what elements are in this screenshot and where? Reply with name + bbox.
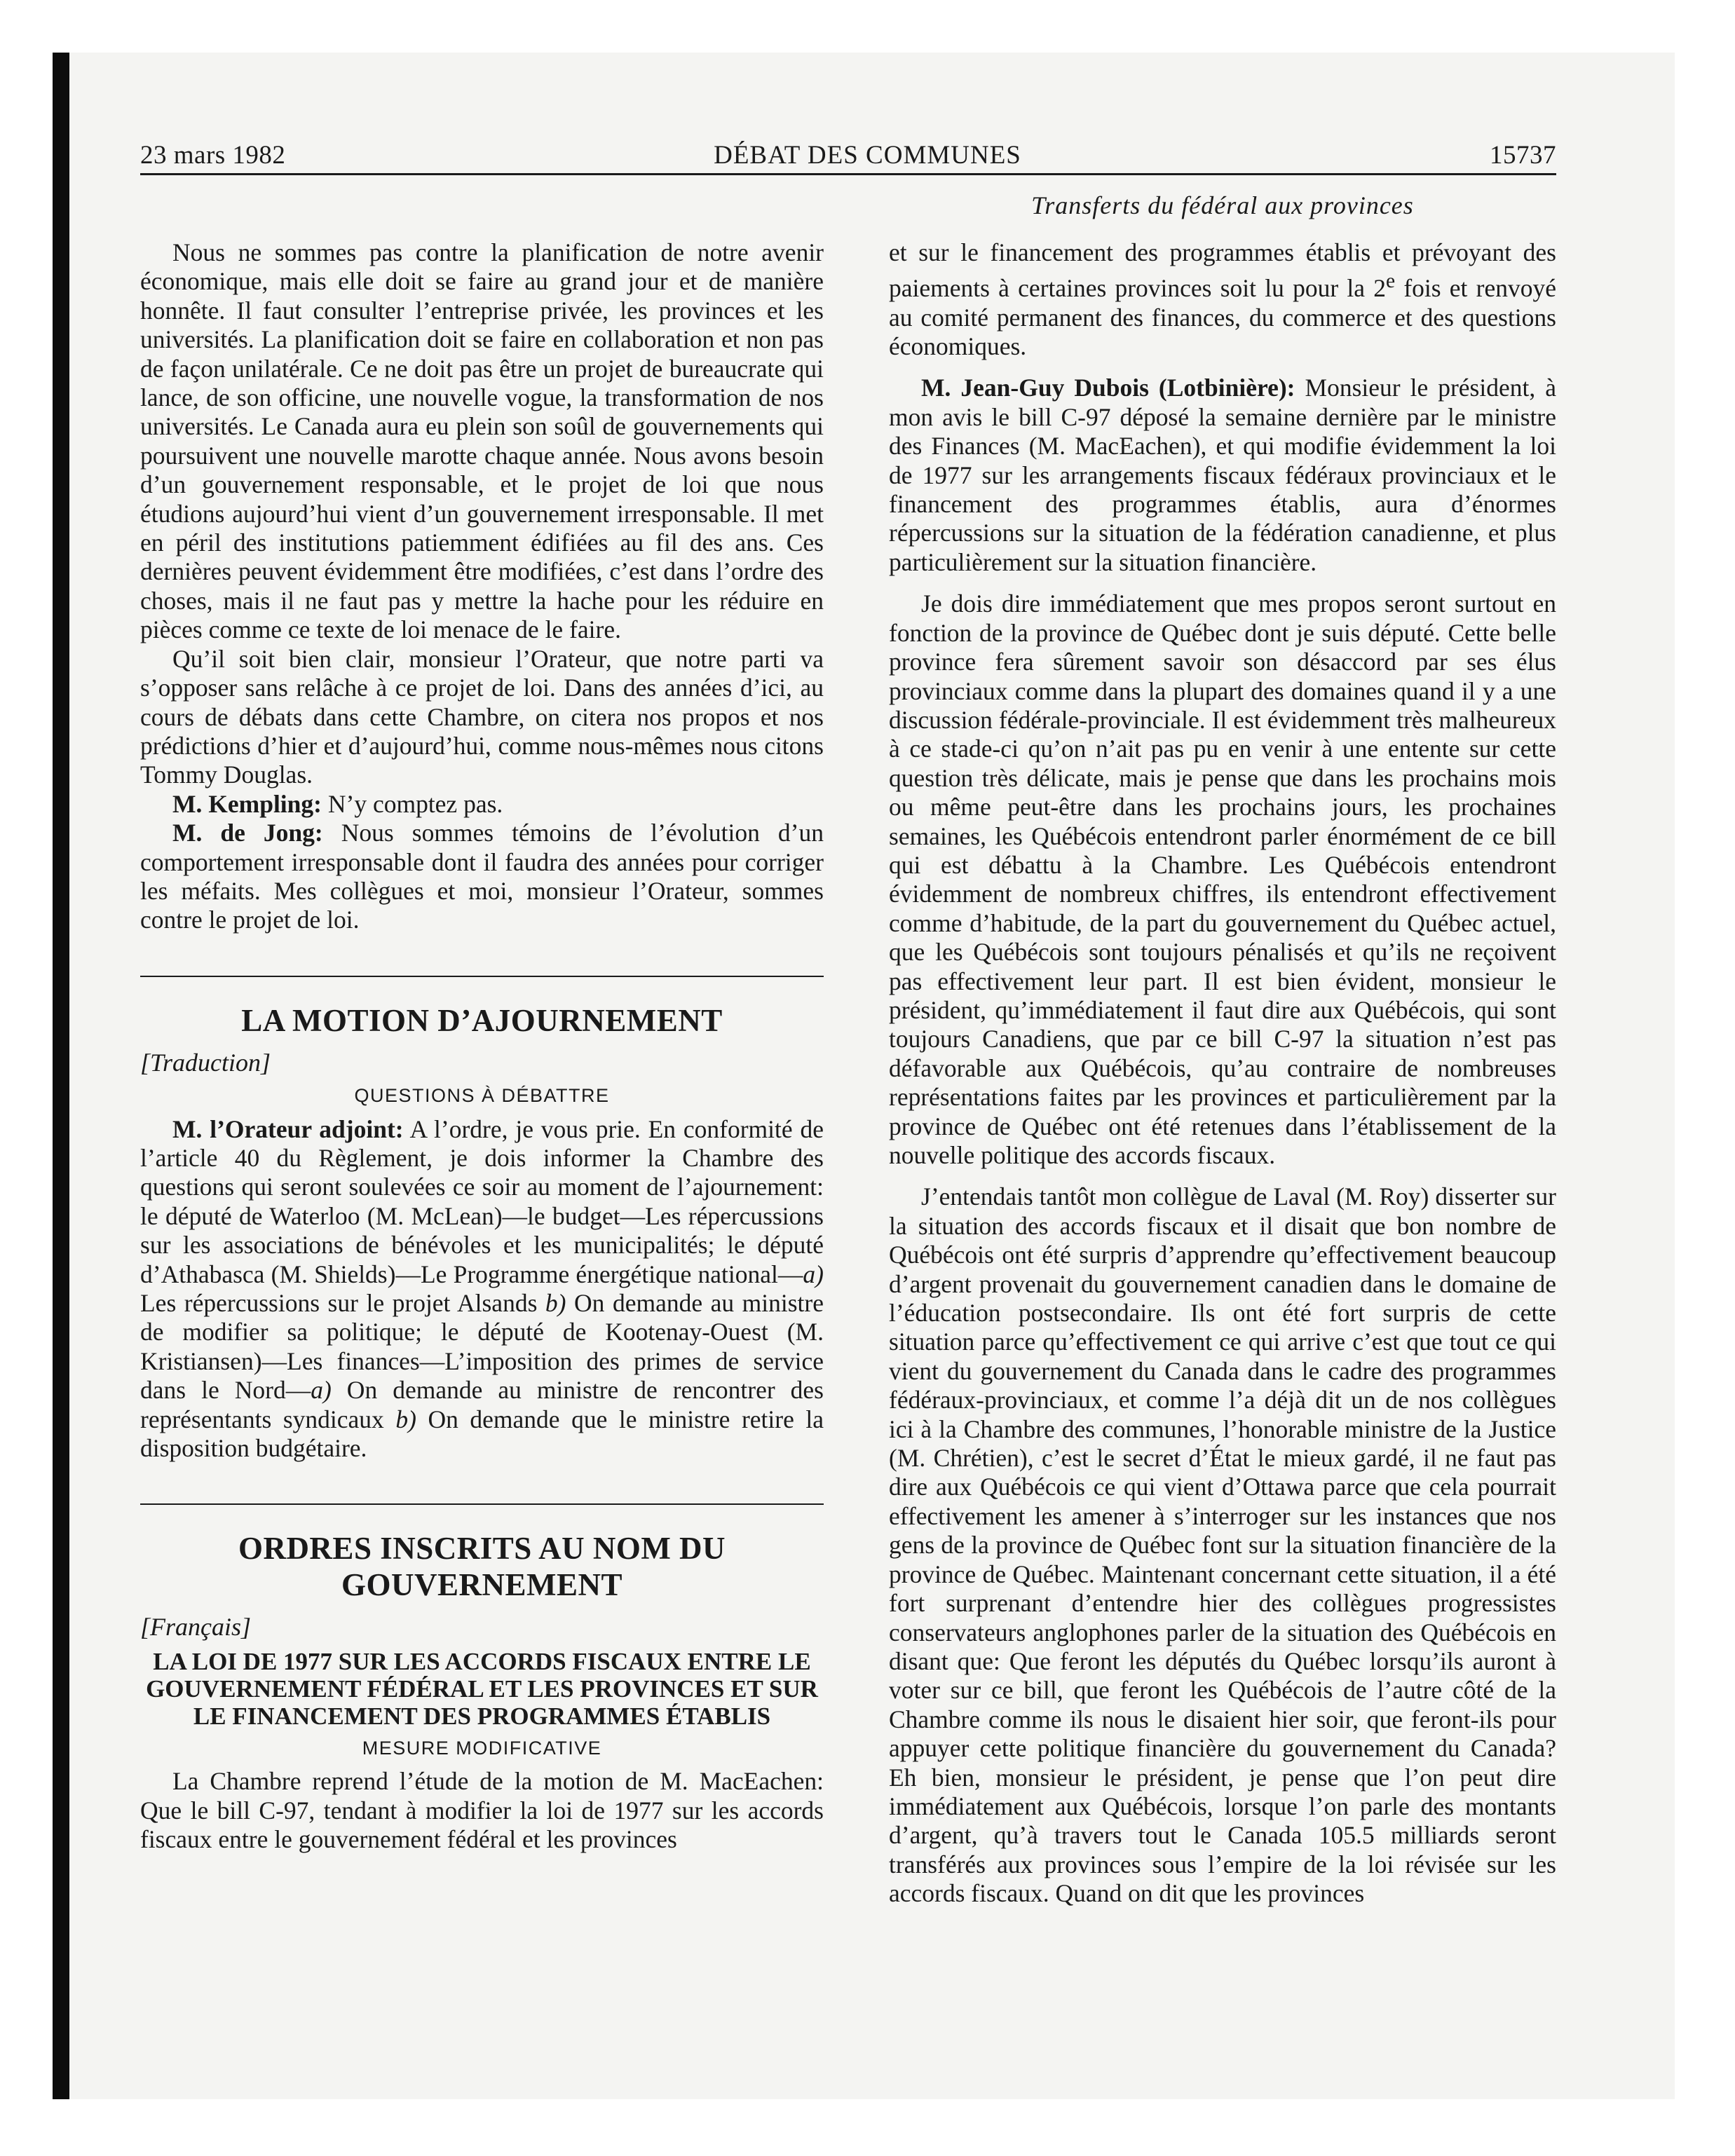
speaker-name: M. Kempling: bbox=[172, 789, 322, 818]
right-column bbox=[889, 238, 1556, 1909]
speaker-name: M. Jean-Guy Dubois (Lotbinière): bbox=[921, 374, 1295, 402]
scan-edge-bar bbox=[53, 53, 69, 2099]
running-head-title: DÉBAT DES COMMUNES bbox=[714, 141, 1021, 170]
left-column bbox=[140, 238, 824, 1854]
section-divider bbox=[140, 1503, 824, 1505]
speaker-name: M. de Jong: bbox=[172, 819, 323, 847]
paragraph bbox=[889, 238, 1556, 361]
speech-text: Les répercussions sur le projet Alsands bbox=[140, 1289, 545, 1317]
paragraph: J’entendais tantôt mon collègue de Laval (M. Roy) disserter sur la situation des accords fiscaux et il disait que bon nombre de Québécois ont été surpris d’apprendre qu’effectivement beaucoup d’argent provenait du gouvernement canadien dans le domaine de l’éducation postsecondaire. Ils ont été fort surpris de cette situation parce qu’effectivement ce qui arrive c’est que tout ce qui vient du gouvernement du Canada dans le cadre des programmes fédéraux-provinciaux, et comme l’a déjà dit un de nos collègues ici à la Chambre des communes, l’honorable ministre de la Justice (M. Chrétien), c’est le secret d’État le mieux gardé, il ne faut pas dire aux Québécois ce qui vient d’Ottawa parce que cela pourrait effectivement les amener à s’interroger sur les instances que nos gens de la province de Québec font sur la situation financière de la province de Québec. Maintenant concernant cette situation, il a été fort surprenant d’entendre hier des collègues progressistes conservateurs anglophones parler de la situation des Québécois en disant que: Que feront les députés du Québec lorsqu’ils auront à voter sur ce bill, que feront les Québécois de l’autre côté de la Chambre comme ils nous le disaient hier soir, que feront-ils pour appuyer cette politique financière du gouvernement du Canada? Eh bien, monsieur le président, je pense que l’on peut dire immédiatement aux Québécois, lorsque l’on parle des montants d’argent, qu’à travers tout le Canada 105.5 milliards seront transférés aux provinces sous l’empire de la loi révisée sur les accords fiscaux. Quand on dit que les provinces bbox=[889, 1182, 1556, 1908]
language-tag: [Français] bbox=[140, 1613, 252, 1642]
paragraph: Qu’il soit bien clair, monsieur l’Orateur, que notre parti va s’opposer sans relâche à ce projet de loi. Dans des années d’ici, au cours de débats dans cette Chambre, on citera nos propos et nos prédictions d’hier et d’aujourd’hui, comme nous-mêmes nous citons Tommy Douglas. bbox=[140, 644, 824, 789]
list-marker: b) bbox=[545, 1289, 566, 1317]
speech-text: N’y comptez pas. bbox=[321, 789, 503, 818]
speech-text: On demande au ministre de modifier sa politique; le député de Kootenay-Ouest (M. Kristiansen)—Les finances—L’imposition des primes de service dans le Nord— bbox=[140, 1289, 824, 1405]
paragraph bbox=[889, 374, 1556, 577]
header-rule bbox=[140, 173, 1556, 175]
section-title-adjournment: LA MOTION D’AJOURNEMENT bbox=[241, 1002, 723, 1038]
speaker-name: M. l’Orateur adjoint: bbox=[172, 1114, 404, 1143]
speech-text: A l’ordre, je vous prie. En conformité de l’article 40 du Règlement, je dois informer la Chambre des questions qui seront soulevées ce soir au moment de l’ajournement: le député de Waterloo (M. McLean)—le budget—Les répercussions sur les associations de bénévoles et les municipalités; le député d’Athabasca (M. Shields)—Le Programme énergétique national— bbox=[140, 1114, 824, 1288]
speech-text: On demande au ministre de rencontrer des représentants syndicaux bbox=[140, 1376, 824, 1433]
list-marker: a) bbox=[311, 1376, 332, 1405]
speech-text: Nous sommes témoins de l’évolution d’un comportement irresponsable dont il faudra des années pour corriger les méfaits. Mes collègues et moi, monsieur l’Orateur, sommes contre le projet de loi. bbox=[140, 819, 824, 934]
language-tag: [Traduction] bbox=[140, 1048, 271, 1077]
speech-text: fois et renvoyé au comité permanent des finances, du commerce et des questions économiques. bbox=[889, 274, 1556, 361]
subheading: QUESTIONS À DÉBATTRE bbox=[354, 1085, 610, 1107]
paragraph: Je dois dire immédiatement que mes propos seront surtout en fonction de la province de Québec dont je suis député. Cette belle province fera sûrement savoir son désaccord par ses élus provinciaux comme dans la plupart des domaines quand il y a une discussion fédérale-provinciale. Il est évidemment très malheureux à ce stade-ci qu’on n’ait pas pu en venir à une entente sur cette question très délicate, mais je pense que dans les prochains mois ou même peut-être dans les prochains jours, les prochaines semaines, les Québécois entendront parler énormément de ce bill qui est débattu à la Chambre. Les Québécois entendront évidemment de nombreux chiffres, ils entendront effectivement comme d’habitude, de la part du gouvernement du Québec actuel, que les Québécois sont toujours pénalisés et qu’ils ne reçoivent pas effectivement leur part. Il est bien évident, monsieur le président, qu’immédiatement il faut dire aux Québécois, qui sont toujours Canadiens, que par ce bill C-97 la situation n’est pas défavorable aux Québécois, qu’au contraire de nombreuses représentations faites par les provinces et particulièrement par la province de Québec ont été retenues dans l’établissement de la nouvelle politique des accords fiscaux. bbox=[889, 589, 1556, 1170]
running-head-page-number: 15737 bbox=[1490, 141, 1556, 170]
section-divider bbox=[140, 976, 824, 977]
section-title-government-orders: ORDRES INSCRITS AU NOM DU GOUVERNEMENT bbox=[238, 1531, 726, 1603]
subheading: MESURE MODIFICATIVE bbox=[362, 1737, 602, 1759]
speech-text: Monsieur le président, à mon avis le bill C-97 déposé la semaine dernière par le ministre des Finances (M. MacEachen), et qui modifie évidemment la loi de 1977 sur les arrangements fiscaux fédéraux provinciaux et le financement des programmes établis, aura d’énormes répercussions sur la situation de la fédération canadienne, et plus particulièrement sur la situation financière. bbox=[889, 374, 1557, 576]
speech-text: et sur le financement des programmes établis et prévoyant des paiements à certaines provinces soit lu pour la 2 bbox=[889, 238, 1556, 303]
paragraph: La Chambre reprend l’étude de la motion de M. MacEachen: Que le bill C-97, tendant à modifier la loi de 1977 sur les accords fiscaux entre le gouvernement fédéral et les provinces bbox=[140, 1767, 824, 1854]
column-subject-heading: Transferts du fédéral aux provinces bbox=[1031, 191, 1414, 219]
paragraph bbox=[140, 790, 824, 819]
paragraph: Nous ne sommes pas contre la planification de notre avenir économique, mais elle doit se faire au grand jour et de manière honnête. Il faut consulter l’entreprise privée, les provinces et les universités. La planification doit se faire en collaboration et non pas de façon unilatérale. Ce ne doit pas être un projet de bureaucrate qui lance, de son officine, une nouvelle vogue, la transformation de nos universités. Le Canada aura eu plein son soûl de gouvernements qui poursuivent une nouvelle marotte chaque année. Nous avons besoin d’un gouvernement responsable, et le projet de loi que nous étudions aujourd’hui vient d’un gouvernement irresponsable. Il met en péril des institutions patiemment édifiées au fil des ans. Ces dernières peuvent évidemment être modifiées, c’est dans l’ordre des choses, mais il ne faut pas y mettre la hache pour les réduire en pièces comme ce texte de loi menace de le faire. bbox=[140, 238, 824, 644]
superscript: e bbox=[1385, 270, 1396, 293]
paragraph bbox=[140, 1115, 824, 1464]
running-head-date: 23 mars 1982 bbox=[140, 141, 286, 170]
list-marker: b) bbox=[395, 1405, 416, 1433]
speech-text: On demande que le ministre retire la disposition budgétaire. bbox=[140, 1405, 824, 1463]
bill-title: LA LOI DE 1977 SUR LES ACCORDS FISCAUX ENTRE LE GOUVERNEMENT FÉDÉRAL ET LES PROVINCES ET SUR LE FINANCEMENT DES PROGRAMMES ÉTABLIS bbox=[146, 1647, 818, 1730]
paragraph bbox=[140, 819, 824, 935]
list-marker: a) bbox=[803, 1260, 824, 1288]
